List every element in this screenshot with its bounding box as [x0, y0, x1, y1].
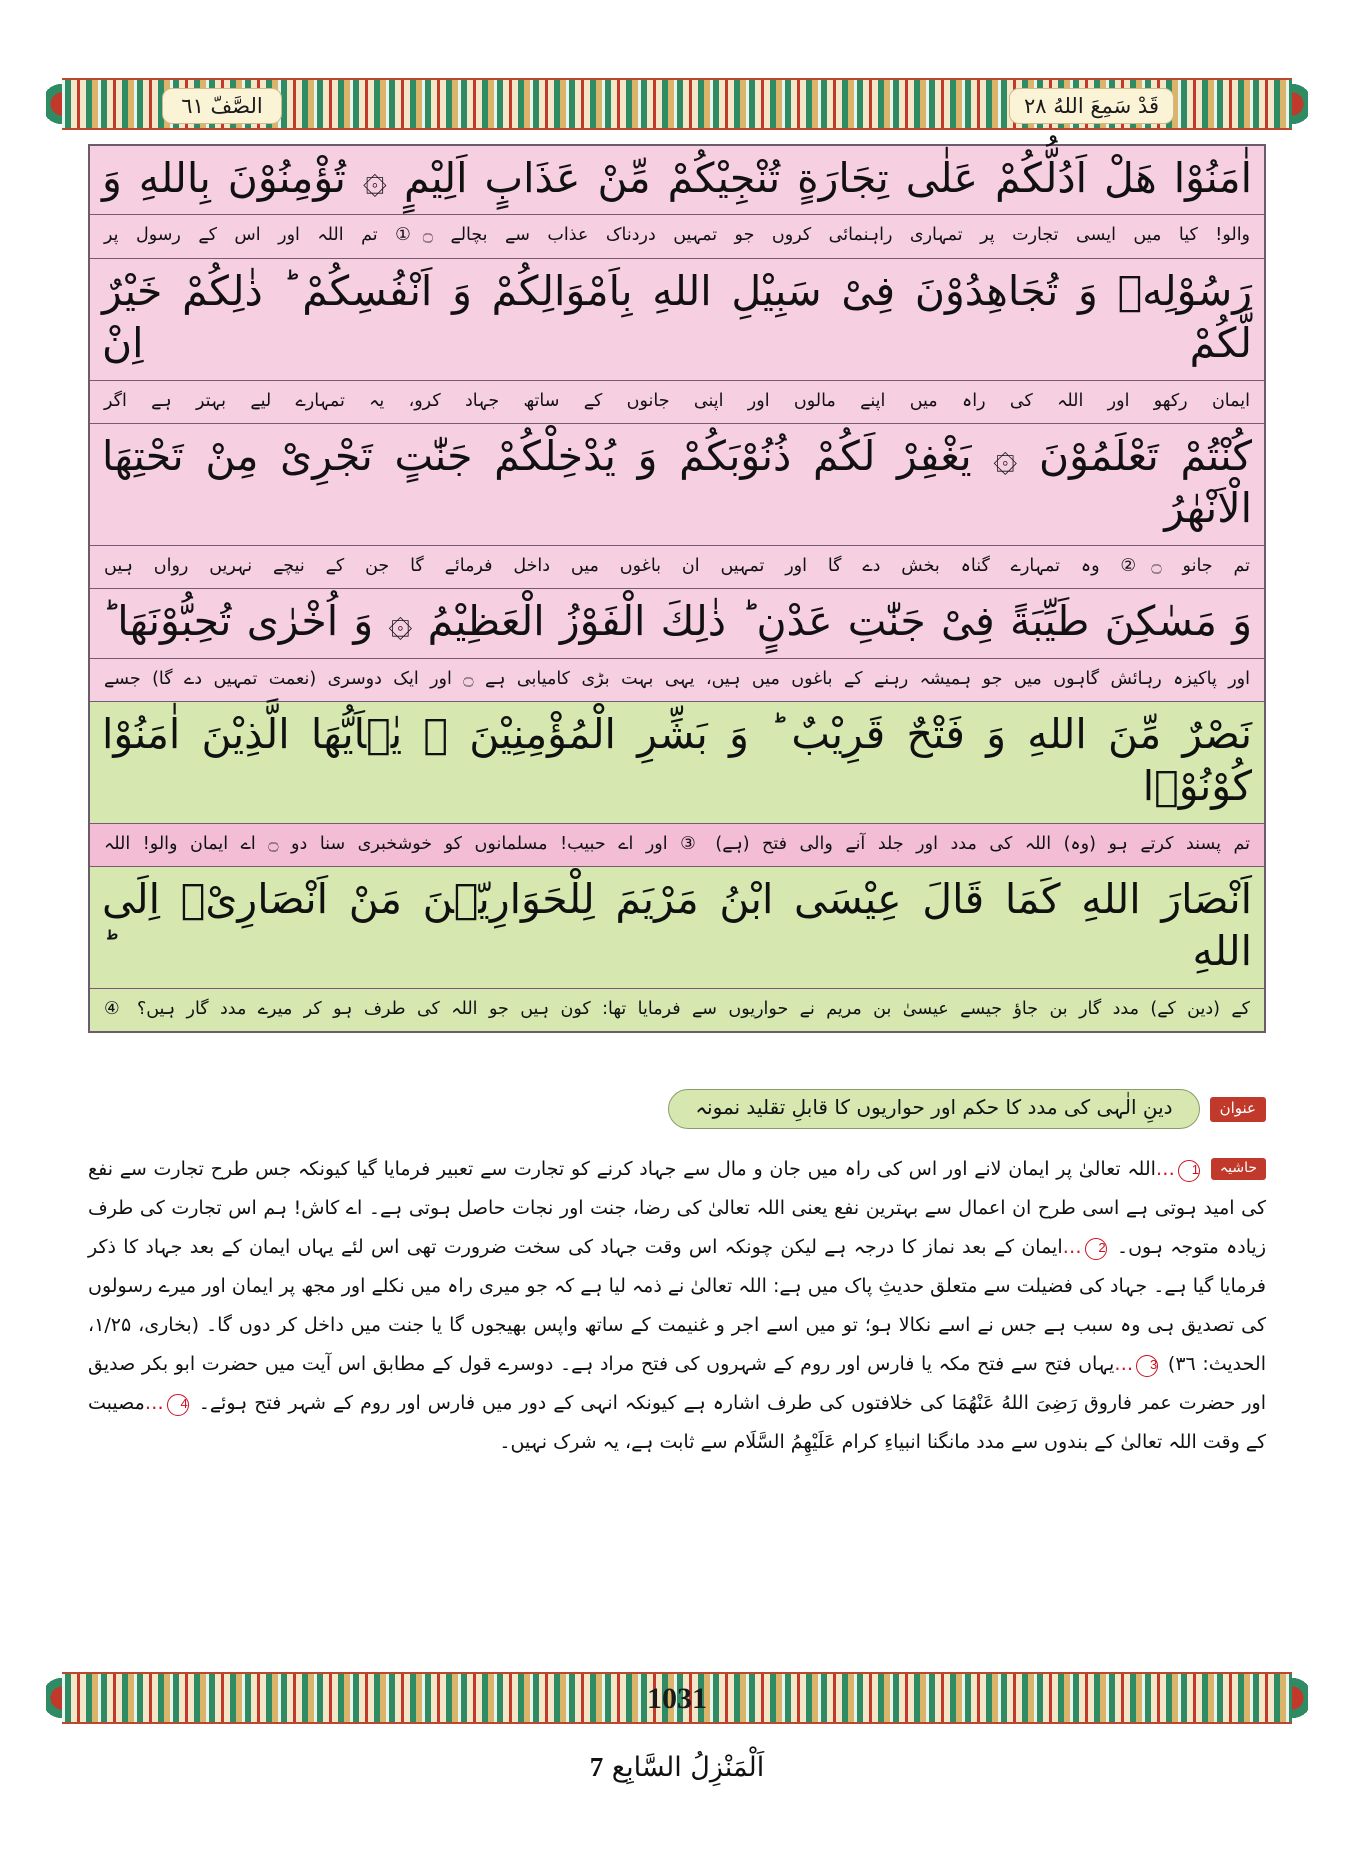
urdu-line-4: اور پاکیزہ رہائش گاہوں میں جو ہمیشہ رہنے کے باغوں میں ہیں، یہی بہت بڑی کامیابی ہے ۝ اور ایک دوسری (نعمت تمہیں دے گا) جسے [90, 659, 1264, 702]
urdu-line-2: ایمان رکھو اور اللہ کی راہ میں اپنے مالوں اور اپنی جانوں کے ساتھ جہاد کرو، یہ تمہارے لیے بہتر ہے اگر [90, 381, 1264, 424]
top-ornament-band [62, 78, 1292, 130]
footnote-text-2: ایمان کے بعد نماز کا درجہ ہے لیکن چونکہ اس وقت جہاد کی سخت ضرورت تھی اس لئے یہاں ایمان کے بعد جہاد کا ذکر فرمایا گیا ہے۔ جہاد کی فضیلت سے متعلق حدیثِ پاک میں ہے: اللہ تعالیٰ نے ذمہ لیا ہے کہ جو میری راہ میں نکلے اور مجھ پر ایمان اور میرے رسولوں کی تصدیق ہی وہ سبب ہے جس نے اسے نکالا ہو؛ تو میں اسے اجر و غنیمت کے ساتھ واپس بھیجوں گا یا جنت میں داخل کر دوں گا۔ (بخاری، ۱/۲۵، الحدیث: ۳٦) [88, 1235, 1266, 1375]
section-heading-text: دینِ الٰہی کی مدد کا حکم اور حواریوں کا قابلِ تقلید نمونہ [668, 1089, 1199, 1129]
hashiya-badge: حاشیہ [1211, 1158, 1266, 1180]
arabic-line-3: كُنْتُمْ تَعْلَمُوْنَ ۞ يَغْفِرْ لَكُمْ ذُنُوْبَكُمْ وَ يُدْخِلْكُمْ جَنّٰتٍ تَجْرِىْ مِنْ تَحْتِهَا الْاَنْهٰرُ [90, 424, 1264, 546]
manzil-footer [0, 1752, 1354, 1783]
arabic-line-2: رَسُوْلِهٖ وَ تُجَاهِدُوْنَ فِىْ سَبِيْلِ اللهِ بِاَمْوَالِكُمْ وَ اَنْفُسِكُمْ ؕ ذٰلِكُمْ خَيْرٌ لَّكُمْ اِنْ [90, 259, 1264, 381]
footnote-text-1: اللہ تعالیٰ پر ایمان لانے اور اس کی راہ میں جان و مال سے جہاد کرنے کو تجارت سے تعبیر فرمایا گیا کیونکہ جس طرح تجارت سے نفع کی امید ہوتی ہے اسی طرح ان اعمال سے بہترین نفع یعنی اللہ تعالیٰ کی رضا، جنت اور نجات حاصل ہوتی ہے۔ اے کاش! ہم اس تجارت کی طرف زیادہ متوجہ ہوں۔ [88, 1158, 1266, 1258]
footnote-text-4: مصیبت کے وقت اللہ تعالیٰ کے بندوں سے مدد مانگنا انبیاءِ کرام عَلَیْهِمُ السَّلَام سے ثابت ہے، یہ شرک نہیں۔ [88, 1391, 1266, 1453]
footnote-text-3: یہاں فتح سے فتح مکہ یا فارس اور روم کے شہروں کی فتح مراد ہے۔ دوسرے قول کے مطابق اس آیت میں حضرت ابو بکر صدیق اور حضرت عمر فاروق رَضِیَ اللهُ عَنْهُمَا کی خلافتوں کی طرف اشارہ ہے کیونکہ انہی کے دور میں فارس اور روم کے شہر فتح ہوئے۔ [88, 1352, 1266, 1414]
arabic-line-5: نَصْرٌ مِّنَ اللهِ وَ فَتْحٌ قَرِيْبٌ ؕ وَ بَشِّرِ الْمُؤْمِنِيْنَ ۞ يٰۤاَيُّهَا الَّذِيْنَ اٰمَنُوْا كُوْنُوْۤا [90, 702, 1264, 824]
quran-text-frame [88, 144, 1266, 1033]
surah-cartouche-label: الصَّفّ ٦١ [181, 93, 263, 118]
urdu-line-5: تم پسند کرتے ہو (وہ) اللہ کی مدد اور جلد آنے والی فتح (ہے) ③ اور اے حبیب! مسلمانوں کو خوشخبری سنا دو ۝ اے ایمان والو! اللہ [90, 824, 1264, 867]
footnote-ref-2: 2 [1085, 1238, 1107, 1260]
arabic-line-1: اٰمَنُوْا هَلْ اَدُلُّكُمْ عَلٰى تِجَارَةٍ تُنْجِيْكُمْ مِّنْ عَذَابٍ اَلِيْمٍ ۞ تُؤْمِنُوْنَ بِاللهِ وَ [90, 146, 1264, 215]
footnotes-block: حاشیہ1…اللہ تعالیٰ پر ایمان لانے اور اس کی راہ میں جان و مال سے جہاد کرنے کو تجارت سے تعبیر فرمایا گیا کیونکہ جس طرح تجارت سے نفع کی امید ہوتی ہے اسی طرح ان اعمال سے بہترین نفع یعنی اللہ تعالیٰ کی رضا، جنت اور نجات حاصل ہوتی ہے۔ اے کاش! ہم اس تجارت کی طرف زیادہ متوجہ ہوں۔ 2…ایمان کے بعد نماز کا درجہ ہے لیکن چونکہ اس وقت جہاد کی سخت ضرورت تھی اس لئے یہاں ایمان کے بعد جہاد کا ذکر فرمایا گیا ہے۔ جہاد کی فضیلت سے متعلق حدیثِ پاک میں ہے: اللہ تعالیٰ نے ذمہ لیا ہے کہ جو میری راہ میں نکلے اور مجھ پر ایمان اور میرے رسولوں کی تصدیق ہی وہ سبب ہے جس نے اسے نکالا ہو؛ تو میں اسے اجر و غنیمت کے ساتھ واپس بھیجوں گا یا جنت میں داخل کر دوں گا۔ (بخاری، ۱/۲۵، الحدیث: ۳٦) 3…یہاں فتح سے فتح مکہ یا فارس اور روم کے شہروں کی فتح مراد ہے۔ دوسرے قول کے مطابق اس آیت میں حضرت ابو بکر صدیق اور حضرت عمر فاروق رَضِیَ اللهُ عَنْهُمَا کی خلافتوں کی طرف اشارہ ہے کیونکہ انہی کے دور میں فارس اور روم کے شہر فتح ہوئے۔ 4…مصیبت کے وقت اللہ تعالیٰ کے بندوں سے مدد مانگنا انبیاءِ کرام عَلَیْهِمُ السَّلَام سے ثابت ہے، یہ شرک نہیں۔ [88, 1158, 1266, 1453]
surah-cartouche [162, 88, 282, 124]
footnote-ref-3: 3 [1136, 1355, 1158, 1377]
urdu-line-6: کے (دین کے) مدد گار بن جاؤ جیسے عیسیٰ بن مریم نے حواریوں سے فرمایا تھا: کون ہیں جو اللہ کی طرف ہو کر میرے مدد گار ہیں؟ ④ [90, 989, 1264, 1031]
urdu-line-1: والو! کیا میں ایسی تجارت پر تمہاری راہنمائی کروں جو تمہیں دردناک عذاب سے بچالے ۝① تم اللہ اور اس کے رسول پر [90, 215, 1264, 258]
page-number: 1031 [647, 1682, 707, 1715]
urdu-line-3: تم جانو ۝② وہ تمہارے گناہ بخش دے گا اور تمہیں ان باغوں میں داخل فرمائے گا جن کے نیچے نہریں رواں ہیں [90, 546, 1264, 589]
manzil-label: اَلْمَنْزِلُ السَّابِع [611, 1752, 765, 1783]
footnote-ref-1: 1 [1178, 1160, 1200, 1182]
footnote-ref-4: 4 [167, 1394, 189, 1416]
manzil-number: 7 [589, 1752, 604, 1782]
arabic-line-6: اَنْصَارَ اللهِ كَمَا قَالَ عِيْسَى ابْنُ مَرْيَمَ لِلْحَوَارِيّٖنَ مَنْ اَنْصَارِىْۤ اِلَى اللهِ ؕ [90, 867, 1264, 989]
juz-cartouche-label: قَدْ سَمِعَ اللهُ ٢٨ [1023, 93, 1159, 118]
section-heading-row [88, 1086, 1266, 1132]
arabic-line-4: وَ مَسٰكِنَ طَيِّبَةً فِىْ جَنّٰتِ عَدْنٍ ؕ ذٰلِكَ الْفَوْزُ الْعَظِيْمُ ۞ وَ اُخْرٰى تُحِبُّوْنَهَا ؕ [90, 589, 1264, 658]
juz-cartouche [1009, 88, 1174, 124]
unwan-badge: عنوان [1210, 1097, 1266, 1122]
